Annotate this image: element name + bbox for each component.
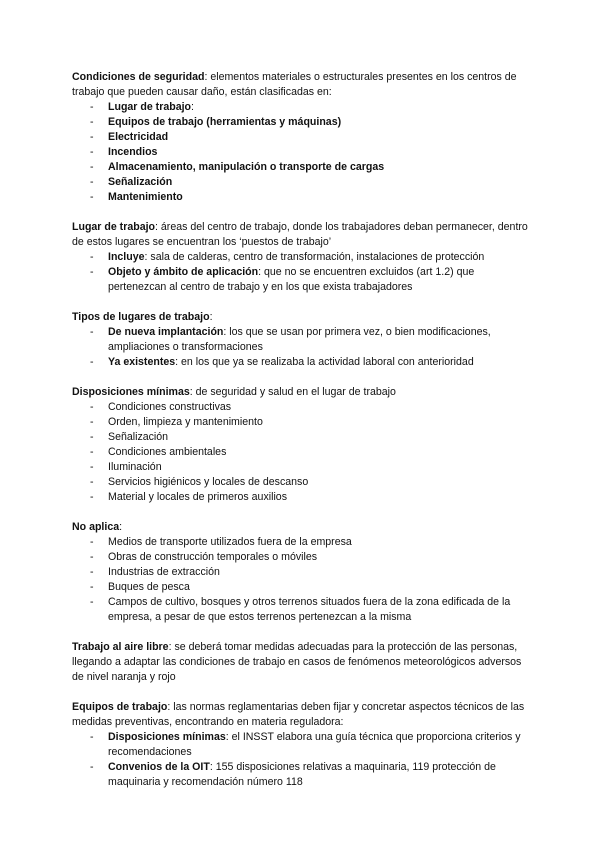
section-title: No aplica <box>72 521 120 533</box>
list-item <box>72 445 528 460</box>
list-item <box>72 250 528 265</box>
list-item <box>72 430 528 445</box>
section-lead <box>72 640 528 685</box>
bullet-list <box>72 100 528 205</box>
list-item-term: Equipos de trabajo (herramientas y máquinas) <box>108 116 342 128</box>
list-item <box>72 115 528 130</box>
list-item <box>72 415 528 430</box>
section-text: de seguridad y salud en el lugar de trabajo <box>192 386 396 398</box>
list-item <box>72 595 528 625</box>
list-item-term: Mantenimiento <box>108 191 183 203</box>
section <box>72 520 528 625</box>
list-item-text: Condiciones ambientales <box>108 446 227 458</box>
list-item-text: Medios de transporte utilizados fuera de la empresa <box>108 536 352 548</box>
section <box>72 385 528 505</box>
list-item-term: Convenios de la OIT <box>108 761 210 773</box>
list-item <box>72 355 528 370</box>
section-title: Trabajo al aire libre <box>72 641 169 653</box>
list-item-text: : en los que ya se realizaba la actividad laboral con anterioridad <box>175 356 474 368</box>
section <box>72 700 528 790</box>
list-item-term: Lugar de trabajo <box>108 101 191 113</box>
section-lead <box>72 520 528 535</box>
list-item-text: : los que se usan por primera vez, o bien modificaciones, ampliaciones o transformaciones <box>108 326 491 353</box>
list-item-text: : 155 disposiciones relativas a maquinaria, 119 protección de maquinaria y recomendación número 118 <box>108 761 496 788</box>
bullet-list <box>72 250 528 295</box>
list-item-term: Disposiciones mínimas <box>108 731 226 743</box>
list-item <box>72 460 528 475</box>
list-item <box>72 400 528 415</box>
list-item-term: Señalización <box>108 176 173 188</box>
section <box>72 70 528 205</box>
section-text: las normas reglamentarias deben fijar y concretar aspectos técnicos de las medidas preventivas, encontrando en materia reguladora: <box>72 701 525 728</box>
section-title-colon: : <box>167 701 171 713</box>
list-item-text: Material y locales de primeros auxilios <box>108 491 287 503</box>
list-item <box>72 475 528 490</box>
section-text: áreas del centro de trabajo, donde los trabajadores deban permanecer, dentro de estos lugares se encuentran los ‘puestos de trabajo’ <box>72 221 528 248</box>
list-item <box>72 490 528 505</box>
list-item-text: : sala de calderas, centro de transformación, instalaciones de protección <box>144 251 485 263</box>
list-item-text: Obras de construcción temporales o móviles <box>108 551 318 563</box>
list-item <box>72 730 528 760</box>
section-title-colon: : <box>119 521 123 533</box>
list-item <box>72 565 528 580</box>
section-title: Lugar de trabajo <box>72 221 155 233</box>
list-item-text: Industrias de extracción <box>108 566 220 578</box>
list-item-term: Incluye <box>108 251 145 263</box>
bullet-list <box>72 400 528 505</box>
list-item-text: Campos de cultivo, bosques y otros terrenos situados fuera de la zona edificada de la empresa, a pesar de que estos terrenos pertenezcan a la misma <box>108 596 511 623</box>
list-item <box>72 325 528 355</box>
list-item <box>72 580 528 595</box>
list-item <box>72 265 528 295</box>
list-item <box>72 130 528 145</box>
section-text: se deberá tomar medidas adecuadas para la protección de las personas, llegando a adaptar las condiciones de trabajo en casos de fenómenos meteorológicos adversos de nivel naranja y rojo <box>72 641 522 683</box>
section-title-colon: : <box>189 386 193 398</box>
list-item-term: Electricidad <box>108 131 169 143</box>
section-title: Equipos de trabajo <box>72 701 168 713</box>
bullet-list <box>72 730 528 790</box>
bullet-list <box>72 535 528 625</box>
list-item <box>72 550 528 565</box>
list-item-text: Orden, limpieza y mantenimiento <box>108 416 263 428</box>
section-title: Tipos de lugares de trabajo <box>72 311 210 323</box>
bullet-list <box>72 325 528 370</box>
list-item <box>72 760 528 790</box>
section <box>72 640 528 685</box>
list-item-text: Buques de pesca <box>108 581 190 593</box>
section <box>72 310 528 370</box>
list-item-text: Condiciones constructivas <box>108 401 232 413</box>
section-title: Condiciones de seguridad <box>72 71 205 83</box>
section <box>72 220 528 295</box>
list-item-text: : <box>191 101 194 113</box>
list-item-term: Objeto y ámbito de aplicación <box>108 266 259 278</box>
list-item <box>72 100 528 115</box>
list-item-text: Iluminación <box>108 461 162 473</box>
section-title-colon: : <box>204 71 208 83</box>
list-item-term: Ya existentes <box>108 356 176 368</box>
list-item <box>72 160 528 175</box>
list-item <box>72 145 528 160</box>
list-item <box>72 190 528 205</box>
section-title-colon: : <box>209 311 213 323</box>
list-item-term: Almacenamiento, manipulación o transporte de cargas <box>108 161 385 173</box>
list-item-text: Señalización <box>108 431 169 443</box>
list-item-text: Servicios higiénicos y locales de descanso <box>108 476 309 488</box>
section-title-colon: : <box>155 221 158 233</box>
section-lead <box>72 310 528 325</box>
list-item-text: : que no se encuentren excluidos (art 1.2) que pertenezcan al centro de trabajo y en los que exista trabajadores <box>108 266 475 293</box>
section-title-colon: : <box>168 641 172 653</box>
section-lead <box>72 70 528 100</box>
list-item-text: : el INSST elabora una guía técnica que proporciona criterios y recomendaciones <box>108 731 521 758</box>
list-item <box>72 535 528 550</box>
list-item-term: Incendios <box>108 146 158 158</box>
section-lead <box>72 385 528 400</box>
section-text: elementos materiales o estructurales presentes en los centros de trabajo que pueden causar daño, están clasificadas en: <box>72 71 517 98</box>
section-lead <box>72 220 528 250</box>
list-item <box>72 175 528 190</box>
list-item-term: De nueva implantación <box>108 326 224 338</box>
section-title: Disposiciones mínimas <box>72 386 190 398</box>
section-lead <box>72 700 528 730</box>
